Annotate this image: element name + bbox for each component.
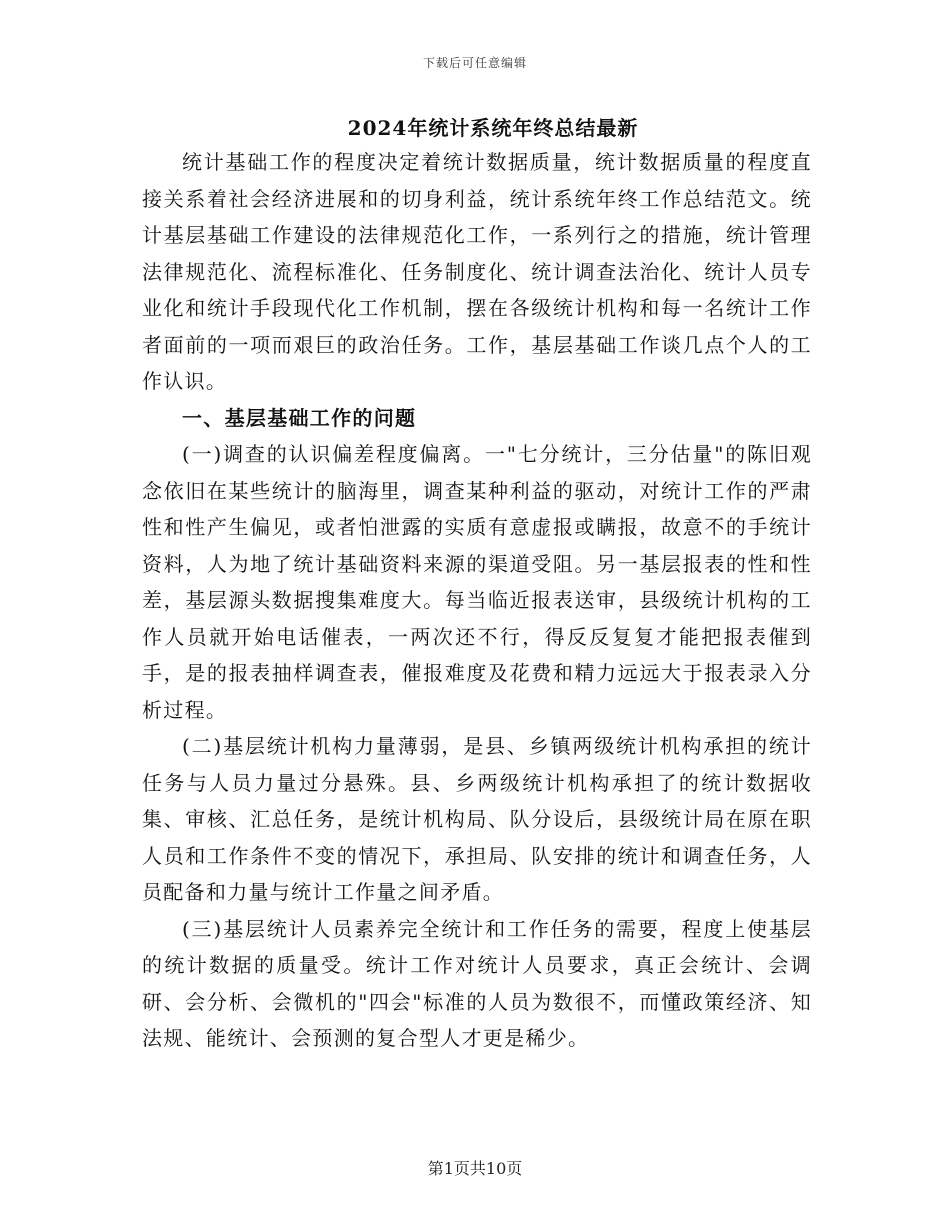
body-paragraph-1: (一)调查的认识偏差程度偏离。一"七分统计，三分估量"的陈旧观念依旧在某些统计的脑海里，调查某种利益的驱动，对统计工作的严肃性和性产生偏见，或者怕泄露的实质有意虚报或瞒报，故意不的手统计资料，人为地了统计基础资料来源的渠道受阻。另一基层报表的性和性差，基层源头数据搜集难度大。每当临近报表送审，县级统计机构的工作人员就开始电话催表，一两次还不行，得反反复复才能把报表催到手，是的报表抽样调查表，催报难度及花费和精力远远大于报表录入分析过程。 bbox=[142, 442, 812, 722]
body-paragraph-2: (二)基层统计机构力量薄弱，是县、乡镇两级统计机构承担的统计任务与人员力量过分悬殊。县、乡两级统计机构承担了的统计数据收集、审核、汇总任务，是统计机构局、队分设后，县级统计局在原在职人员和工作条件不变的情况下，承担局、队安排的统计和调查任务，人员配备和力量与统计工作量之间矛盾。 bbox=[142, 734, 812, 904]
body-paragraph-3: (三)基层统计人员素养完全统计和工作任务的需要，程度上使基层的统计数据的质量受。统计工作对统计人员要求，真正会统计、会调研、会分析、会微机的"四会"标准的人员为数很不，而懂政策经济、知法规、能统计、会预测的复合型人才更是稀少。 bbox=[142, 916, 812, 1050]
document-body bbox=[142, 144, 812, 1057]
page-number-footer: 第1页共10页 bbox=[427, 1159, 523, 1178]
intro-paragraph: 统计基础工作的程度决定着统计数据质量，统计数据质量的程度直接关系着社会经济进展和的切身利益，统计系统年终工作总结范文。统计基层基础工作建设的法律规范化工作，一系列行之的措施，统计管理法律规范化、流程标准化、任务制度化、统计调查法治化、统计人员专业化和统计手段现代化工作机制，摆在各级统计机构和每一名统计工作者面前的一项而艰巨的政治任务。工作，基层基础工作谈几点个人的工作认识。 bbox=[142, 150, 812, 393]
page-header-note: 下载后可任意编辑 bbox=[422, 56, 527, 70]
section-heading: 一、基层基础工作的问题 bbox=[182, 405, 417, 430]
document-title: 2024年统计系统年终总结最新 bbox=[347, 116, 639, 140]
